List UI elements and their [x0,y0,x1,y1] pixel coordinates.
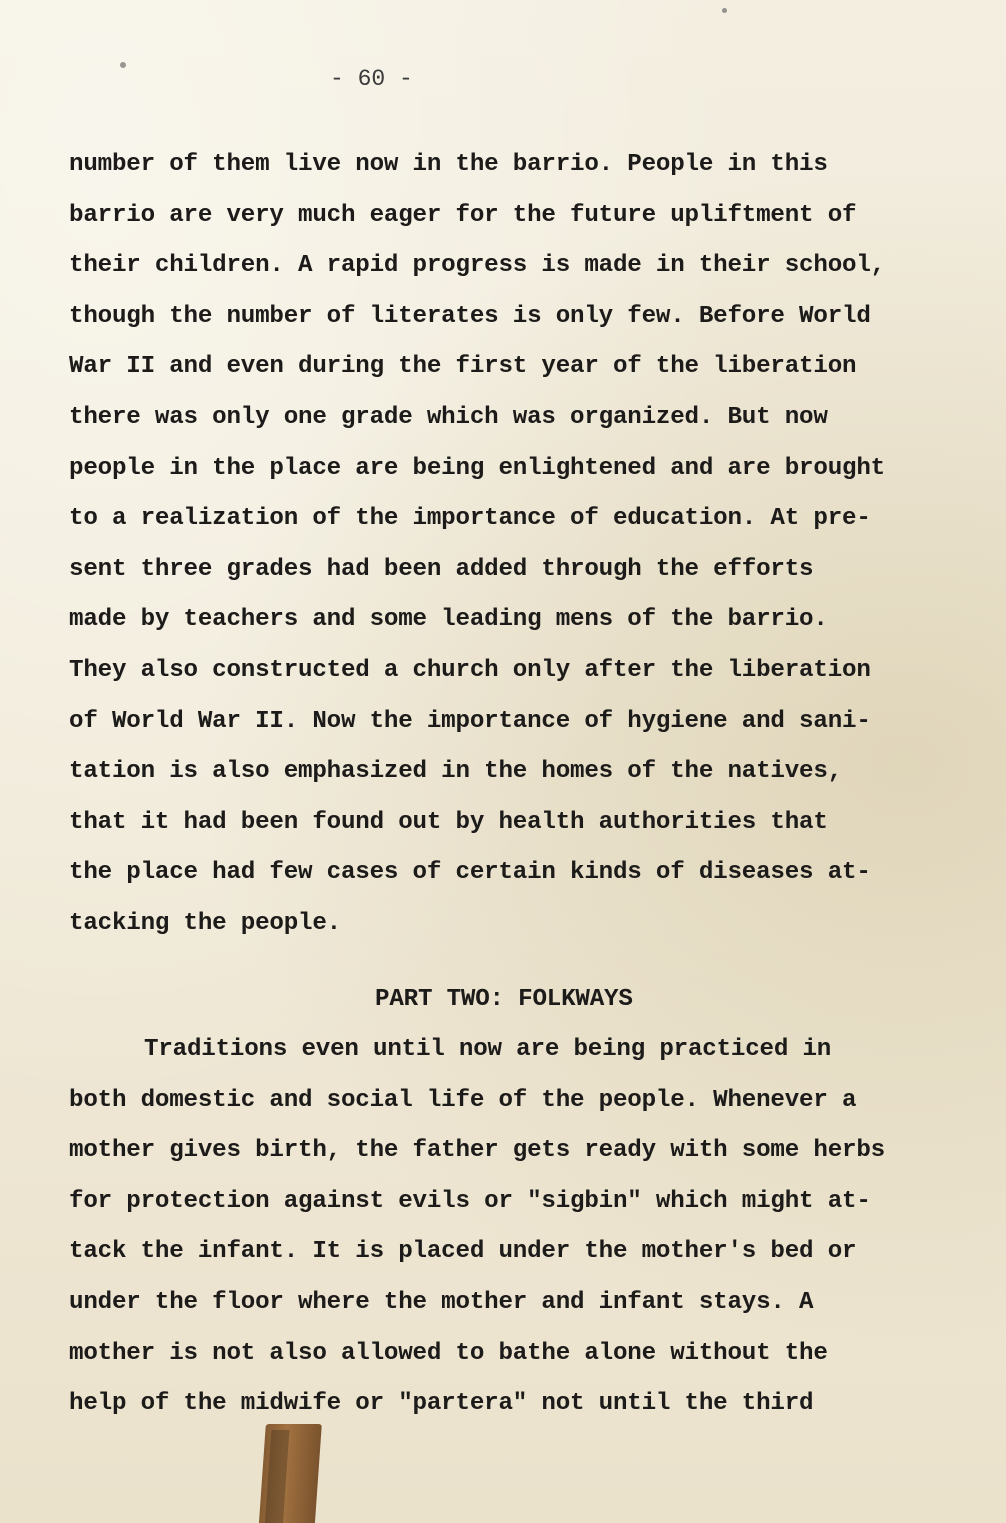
text-line: War II and even during the first year of the liberation [69,353,857,381]
text-line: mother gives birth, the father gets ready with some herbs [69,1137,885,1165]
text-line: their children. A rapid progress is made in their school, [69,252,885,280]
text-line: for protection against evils or "sigbin" which might at- [69,1187,871,1215]
text-line: that it had been found out by health authorities that [69,808,828,836]
text-line: help of the midwife or "partera" not until the third [69,1390,814,1418]
text-line: both domestic and social life of the people. Whenever a [69,1086,857,1114]
text-line: there was only one grade which was organized. But now [69,403,828,431]
section-heading: PART TWO: FOLKWAYS [375,985,633,1013]
text-line: They also constructed a church only after the liberation [69,656,871,684]
text-line: to a realization of the importance of education. At pre- [69,505,871,533]
text-line: though the number of literates is only few. Before World [69,302,871,330]
typed-text-body [69,140,969,1430]
text-line: made by teachers and some leading mens of the barrio. [69,606,828,634]
text-line: tation is also emphasized in the homes of the natives, [69,758,843,786]
tape-strip [258,1424,322,1523]
text-line: under the floor where the mother and infant stays. A [69,1289,814,1317]
ink-speck [120,62,126,68]
text-line: barrio are very much eager for the future upliftment of [69,201,857,229]
text-line: sent three grades had been added through the efforts [69,555,814,583]
text-line: people in the place are being enlightened and are brought [69,454,885,482]
page-number: - 60 - [330,66,413,92]
text-line: Traditions even until now are being practiced in [144,1036,832,1064]
text-line: number of them live now in the barrio. People in this [69,151,828,178]
text-line: of World War II. Now the importance of hygiene and sani- [69,707,871,735]
text-line: tacking the people. [69,909,341,937]
text-line: mother is not also allowed to bathe alone without the [69,1339,828,1367]
text-line: the place had few cases of certain kinds of diseases at- [69,859,871,887]
ink-speck [722,8,727,13]
text-line: tack the infant. It is placed under the mother's bed or [69,1238,857,1266]
